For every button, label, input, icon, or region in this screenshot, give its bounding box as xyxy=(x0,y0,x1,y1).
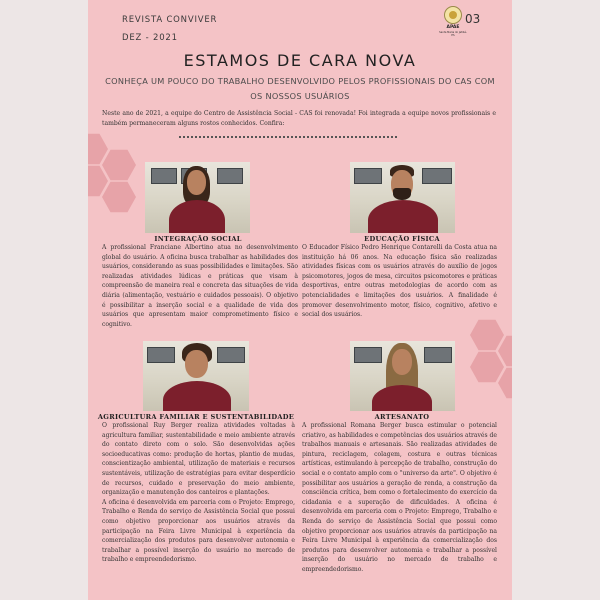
article-title: ESTAMOS DE CARA NOVA xyxy=(183,51,417,70)
hexagon-decoration xyxy=(102,180,136,214)
section-text-integracao-social: A profissional Franciane Albertino atua no desenvolvimento global do usuário. A oficina busca trabalhar as habilidades dos usuários, considerando as suas possibilidades e limitações. São realizadas atividades lúdicas e práticas que visam à compreensão de maneira real e concreta das situações de vida diária (alimentação, vestuário e cuidados pessoais). O objetivo é possibilitar a inserção social e a qualidade de vida dos usuários que apresentam maior comprometimento físico e cognitivo. xyxy=(102,244,298,328)
section-title-artesanato: ARTESANATO xyxy=(374,413,430,421)
section-title-agricultura-familiar: AGRICULTURA FAMILIAR E SUSTENTABILIDADE xyxy=(97,413,295,421)
apae-emblem-icon xyxy=(444,6,462,24)
dotted-divider xyxy=(179,136,397,138)
section-text-artesanato: A profissional Romana Berger busca estimular o potencial criativo, as habilidades e competências dos usuários através de trabalhos manuais e artesanais. São realizadas atividades de pintura, reciclagem, colagem, costura e outras técnicas artísticas, estimulando à percepção de trabalho, construção do social e o contato amplo com o "universo da arte". O objetivo é possibilitar aos usuários a geração de renda, a construção da consciência crítica, bem como o fortalecimento do exercício da cidadania e a superação de dificuldades. A oficina é desenvolvida em parceria com o Projeto: Emprego, Trabalho e Renda do serviço de Assistência Social que possui como objetivo proporcionar aos usuários através da participação na Feira Livre Municipal à experiência da comercialização dos produtos para desenvolver autonomia e trabalhar a possível inserção do usuário no mercado de trabalho e empreendedorismo. xyxy=(302,422,497,573)
section-title-integracao-social: INTEGRAÇÃO SOCIAL xyxy=(154,235,242,243)
section-text-educacao-fisica: O Educador Físico Pedro Henrique Contarelli da Costa atua na instituição há 06 anos. Na educação física são realizadas atividades físicas com os usuários através do auxílio de jogos psicomotores, jogos de mesa, circuitos psicomotores e práticas desportivas, entre outras metodologias de acordo com as potencialidades e limitações dos usuários. A finalidade é promover desenvolvimento motor, físico, cognitivo, afetivo e social dos usuários. xyxy=(302,244,497,319)
section-text-agricultura-familiar xyxy=(102,421,295,565)
apae-logo-text: APAE xyxy=(446,25,460,30)
hexagon-decoration xyxy=(470,318,504,352)
section-title-educacao-fisica: EDUCAÇÃO FÍSICA xyxy=(364,235,440,243)
hexagon-decoration xyxy=(102,148,136,182)
section-paragraph: O profissional Ruy Berger realiza atividades voltadas à agricultura familiar, sustentabilidade e meio ambiente através do contato direto com o solo. São desenvolvidas ações socioeducativas como: produção de hortas, plantio de mudas, conscientização ambiental, utilização de materiais e recursos sustentáveis, utilização de estratégias para evitar desperdício de recursos, cuidado e preservação do meio ambiente, organização e manutenção dos canteiros e plantações. xyxy=(102,422,295,497)
photo-artesanato xyxy=(350,341,455,411)
article-intro: Neste ano de 2021, a equipe do Centro de Assistência Social - CAS foi renovada! Foi integrada a equipe novos profissionais e também permaneceram alguns rostos conhecidos. Confira: xyxy=(102,110,496,127)
apae-logo-subtext: Santa Maria do Jetibá-ES xyxy=(439,31,467,37)
photo-integracao-social xyxy=(145,162,250,233)
magazine-page xyxy=(88,0,512,600)
photo-agricultura-familiar xyxy=(143,341,249,411)
masthead xyxy=(122,13,217,45)
issue-date: DEZ - 2021 xyxy=(122,33,178,43)
section-paragraph: A oficina é desenvolvida em parceria com o Projeto: Emprego, Trabalho e Renda do serviço de Assistência Social que possui como objetivo proporcionar aos usuários através da participação na Feira Livre Municipal à experiência da comercialização dos produtos para desenvolver autonomia e trabalhar a possível inserção do usuário no mercado de trabalho e empreendedorismo. xyxy=(102,498,295,564)
hexagon-decoration xyxy=(470,350,504,384)
magazine-name: REVISTA CONVIVER xyxy=(122,15,218,25)
photo-educacao-fisica xyxy=(350,162,455,233)
page-number: 03 xyxy=(465,12,481,26)
apae-logo xyxy=(439,6,467,37)
article-subtitle: CONHEÇA UM POUCO DO TRABALHO DESENVOLVIDO PELOS PROFISSIONAIS DO CAS COM OS NOSSOS USUÁRIOS xyxy=(105,76,495,101)
